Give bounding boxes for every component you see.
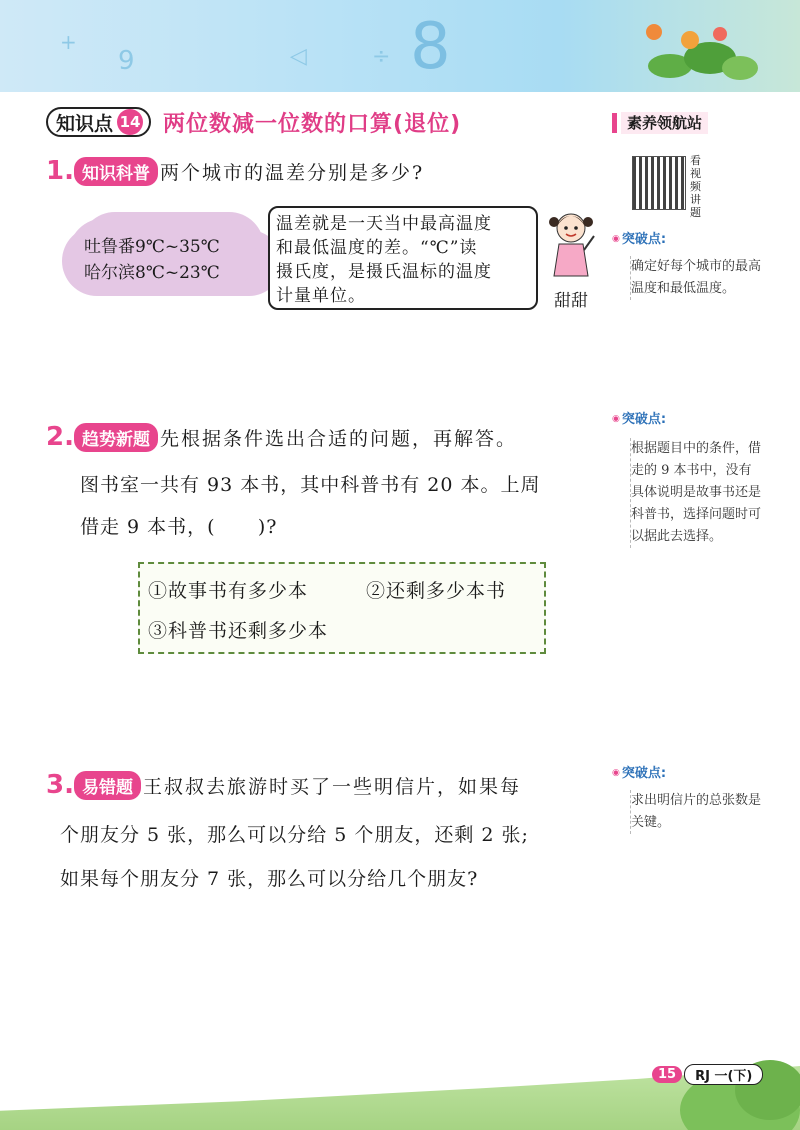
bush-icon <box>680 1040 800 1130</box>
cloud-line-harbin: 哈尔滨8℃~23℃ <box>84 263 220 283</box>
question-1-tag: 知识科普 <box>74 157 158 186</box>
question-3-tag: 易错题 <box>74 771 141 800</box>
question-3-text: 王叔叔去旅游时买了一些明信片，如果每 <box>143 775 522 798</box>
cloud-line-turpan: 吐鲁番9℃~35℃ <box>84 237 220 257</box>
qr-label: 看视频讲题 <box>690 154 701 219</box>
knowledge-point-header <box>46 108 461 136</box>
triangle-decoration: ◁ <box>290 44 307 69</box>
speech-line: 温差就是一天当中最高温度 <box>276 214 492 234</box>
question-2-header <box>46 422 517 452</box>
question-1-header <box>46 156 424 186</box>
question-2-body-line-1: 图书室一共有 93 本书，其中科普书有 20 本。上周 <box>80 474 541 496</box>
top-banner <box>0 0 800 92</box>
question-3-body-line-2: 如果每个朋友分 7 张，那么可以分给几个朋友? <box>60 868 479 890</box>
question-3-number: 3. <box>46 770 74 800</box>
question-1-number: 1. <box>46 156 74 186</box>
question-2-number: 2. <box>46 422 74 452</box>
qr-code[interactable] <box>632 156 686 210</box>
leaf-flower-icon <box>640 18 760 88</box>
question-2-tag: 趋势新题 <box>74 423 158 452</box>
page-number: 15 <box>652 1066 682 1083</box>
option-2[interactable]: ②还剩多少本书 <box>366 580 507 602</box>
grade-label: RJ 一(下) <box>684 1064 763 1085</box>
girl-character-icon <box>544 206 598 280</box>
option-1[interactable]: ①故事书有多少本 <box>148 580 309 602</box>
option-3[interactable]: ③科普书还剩多少本 <box>148 620 329 642</box>
tip-title-2: ◉ 突破点: <box>612 408 666 427</box>
speaker-name: 甜甜 <box>554 291 588 311</box>
question-3-body-line-1: 个朋友分 5 张，那么可以分给 5 个朋友，还剩 2 张; <box>60 824 529 846</box>
tip-text-1: 确定好每个城市的最高温度和最低温度。 <box>630 256 761 300</box>
options-box <box>138 562 546 654</box>
tip-title-3: ◉ 突破点: <box>612 762 666 781</box>
knowledge-point-number: 14 <box>117 109 143 135</box>
page-number-tag <box>652 1064 763 1085</box>
page-title: 两位数减一位数的口算(退位) <box>163 111 462 137</box>
speech-line: 和最低温度的差。“℃”读 <box>276 238 478 258</box>
sidebar-marker <box>612 113 617 133</box>
digit-decoration: 9 <box>118 46 135 76</box>
question-3-header <box>46 770 521 800</box>
sidebar-title: 素养领航站 <box>621 112 708 134</box>
plus-decoration: + <box>60 30 77 54</box>
question-2-text: 先根据条件选出合适的问题，再解答。 <box>160 427 518 450</box>
eight-decoration: 8 <box>410 10 451 84</box>
tip-text-2: 根据题目中的条件，借走的 9 本书中，没有具体说明是故事书还是科普书，选择问题时可以据此去选择。 <box>630 438 761 548</box>
question-1-text: 两个城市的温差分别是多少? <box>160 161 425 184</box>
knowledge-point-badge <box>46 107 151 137</box>
tip-text-3: 求出明信片的总张数是关键。 <box>630 790 761 834</box>
speech-line: 摄氏度，是摄氏温标的温度 <box>276 262 492 282</box>
speech-line: 计量单位。 <box>276 286 366 306</box>
tip-title-1: ◉ 突破点: <box>612 228 666 247</box>
knowledge-point-label: 知识点 <box>56 112 114 135</box>
question-2-body-line-2: 借走 9 本书，( )? <box>80 516 278 538</box>
sidebar-header <box>612 111 708 135</box>
speech-bubble <box>268 206 538 310</box>
divide-decoration: ÷ <box>372 44 391 69</box>
